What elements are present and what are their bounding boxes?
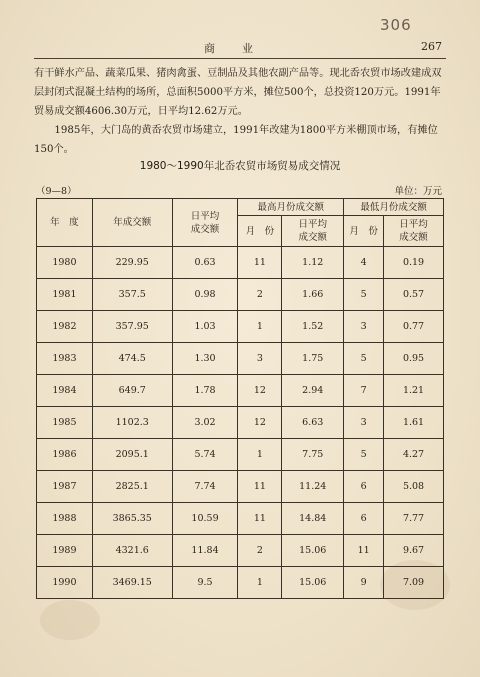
- cell-high-month: 12: [238, 375, 282, 407]
- cell-year: 1984: [37, 375, 93, 407]
- cell-daily-average: 7.74: [172, 471, 238, 503]
- cell-high-daily-average: 1.75: [282, 343, 344, 375]
- table-row: [37, 567, 444, 599]
- cell-high-month: 3: [238, 343, 282, 375]
- cell-turnover: 3469.15: [92, 567, 172, 599]
- body-paragraph-2: 1985年，大门岛的黄岙农贸市场建立，1991年改建为1800平方米棚顶市场，有摊位150个。: [34, 125, 438, 155]
- cell-year: 1985: [37, 407, 93, 439]
- cell-turnover: 4321.6: [92, 535, 172, 567]
- header-turnover: 年成交额: [92, 199, 172, 247]
- cell-year: 1982: [37, 311, 93, 343]
- cell-low-daily-average: 1.21: [384, 375, 444, 407]
- table-row: [37, 407, 444, 439]
- table-id: （9—8）: [36, 186, 77, 197]
- cell-low-daily-average: 7.77: [384, 503, 444, 535]
- cell-low-daily-average: 9.67: [384, 535, 444, 567]
- cell-high-daily-average: 11.24: [282, 471, 344, 503]
- cell-daily-average: 1.03: [172, 311, 238, 343]
- page-number: 267: [421, 40, 442, 53]
- cell-daily-average: 5.74: [172, 439, 238, 471]
- cell-low-month: 5: [344, 279, 384, 311]
- header-daily-average: 日平均成交额: [172, 199, 238, 247]
- cell-year: 1987: [37, 471, 93, 503]
- cell-low-month: 5: [344, 343, 384, 375]
- cell-high-month: 2: [238, 535, 282, 567]
- cell-high-month: 11: [238, 471, 282, 503]
- cell-daily-average: 1.78: [172, 375, 238, 407]
- cell-high-month: 12: [238, 407, 282, 439]
- table-row: [37, 439, 444, 471]
- cell-turnover: 229.95: [92, 247, 172, 279]
- cell-year: 1980: [37, 247, 93, 279]
- cell-high-daily-average: 15.06: [282, 535, 344, 567]
- cell-turnover: 2095.1: [92, 439, 172, 471]
- table-row: [37, 535, 444, 567]
- cell-year: 1989: [37, 535, 93, 567]
- table-row: [37, 279, 444, 311]
- table-title: 1980～1990年北岙农贸市场贸易成交情况: [139, 160, 341, 172]
- cell-low-daily-average: 7.09: [384, 567, 444, 599]
- cell-turnover: 2825.1: [92, 471, 172, 503]
- cell-low-daily-average: 4.27: [384, 439, 444, 471]
- table-row: [37, 247, 444, 279]
- cell-turnover: 3865.35: [92, 503, 172, 535]
- header-lowest-month: 最低月份成交额: [344, 199, 444, 216]
- cell-low-daily-average: 5.08: [384, 471, 444, 503]
- header-low-month: 月 份: [344, 216, 384, 247]
- cell-year: 1981: [37, 279, 93, 311]
- header-highest-month: 最高月份成交额: [238, 199, 344, 216]
- cell-turnover: 357.5: [92, 279, 172, 311]
- cell-low-month: 3: [344, 311, 384, 343]
- running-header: [34, 38, 446, 59]
- cell-daily-average: 0.98: [172, 279, 238, 311]
- table-row: [37, 375, 444, 407]
- cell-high-month: 2: [238, 279, 282, 311]
- table-row: [37, 503, 444, 535]
- cell-low-month: 4: [344, 247, 384, 279]
- cell-high-month: 1: [238, 439, 282, 471]
- cell-year: 1988: [37, 503, 93, 535]
- table-header-row: [37, 199, 444, 216]
- cell-turnover: 649.7: [92, 375, 172, 407]
- cell-year: 1990: [37, 567, 93, 599]
- cell-turnover: 357.95: [92, 311, 172, 343]
- cell-high-daily-average: 1.52: [282, 311, 344, 343]
- cell-high-month: 11: [238, 247, 282, 279]
- cell-daily-average: 0.63: [172, 247, 238, 279]
- cell-low-month: 7: [344, 375, 384, 407]
- turnover-table: [36, 198, 444, 599]
- cell-low-month: 6: [344, 471, 384, 503]
- cell-low-month: 9: [344, 567, 384, 599]
- cell-high-daily-average: 1.12: [282, 247, 344, 279]
- cell-high-daily-average: 7.75: [282, 439, 344, 471]
- cell-high-month: 1: [238, 567, 282, 599]
- table-unit: 单位：万元: [394, 186, 442, 197]
- cell-low-daily-average: 1.61: [384, 407, 444, 439]
- cell-high-month: 11: [238, 503, 282, 535]
- table-row: [37, 471, 444, 503]
- cell-year: 1986: [37, 439, 93, 471]
- cell-high-month: 1: [238, 311, 282, 343]
- cell-turnover: 474.5: [92, 343, 172, 375]
- header-low-daily-average: 日平均成交额: [384, 216, 444, 247]
- table-row: [37, 343, 444, 375]
- cell-high-daily-average: 1.66: [282, 279, 344, 311]
- cell-low-daily-average: 0.19: [384, 247, 444, 279]
- cell-low-daily-average: 0.77: [384, 311, 444, 343]
- cell-daily-average: 11.84: [172, 535, 238, 567]
- paper-stain: [40, 600, 100, 640]
- cell-low-month: 5: [344, 439, 384, 471]
- table-row: [37, 311, 444, 343]
- cell-daily-average: 3.02: [172, 407, 238, 439]
- cell-high-daily-average: 14.84: [282, 503, 344, 535]
- cell-daily-average: 9.5: [172, 567, 238, 599]
- header-year: 年 度: [37, 199, 93, 247]
- cell-low-month: 6: [344, 503, 384, 535]
- handwritten-page-number: 306: [380, 16, 412, 34]
- cell-high-daily-average: 2.94: [282, 375, 344, 407]
- cell-low-month: 11: [344, 535, 384, 567]
- cell-daily-average: 10.59: [172, 503, 238, 535]
- header-high-daily-average: 日平均成交额: [282, 216, 344, 247]
- body-paragraph-1: 有干鲜水产品、蔬菜瓜果、猪肉禽蛋、豆制品及其他农副产品等。现北岙农贸市场改建成双层封闭式混凝土结构的场所，总面积5000平方米，摊位500个，总投资120万元。1991年贸易成交额4606.30万元，日平均12.62万元。: [34, 68, 442, 117]
- cell-daily-average: 1.30: [172, 343, 238, 375]
- running-header-title: 商 业: [204, 42, 261, 55]
- cell-low-daily-average: 0.57: [384, 279, 444, 311]
- cell-turnover: 1102.3: [92, 407, 172, 439]
- cell-high-daily-average: 15.06: [282, 567, 344, 599]
- header-high-month: 月 份: [238, 216, 282, 247]
- cell-year: 1983: [37, 343, 93, 375]
- cell-low-month: 3: [344, 407, 384, 439]
- cell-high-daily-average: 6.63: [282, 407, 344, 439]
- cell-low-daily-average: 0.95: [384, 343, 444, 375]
